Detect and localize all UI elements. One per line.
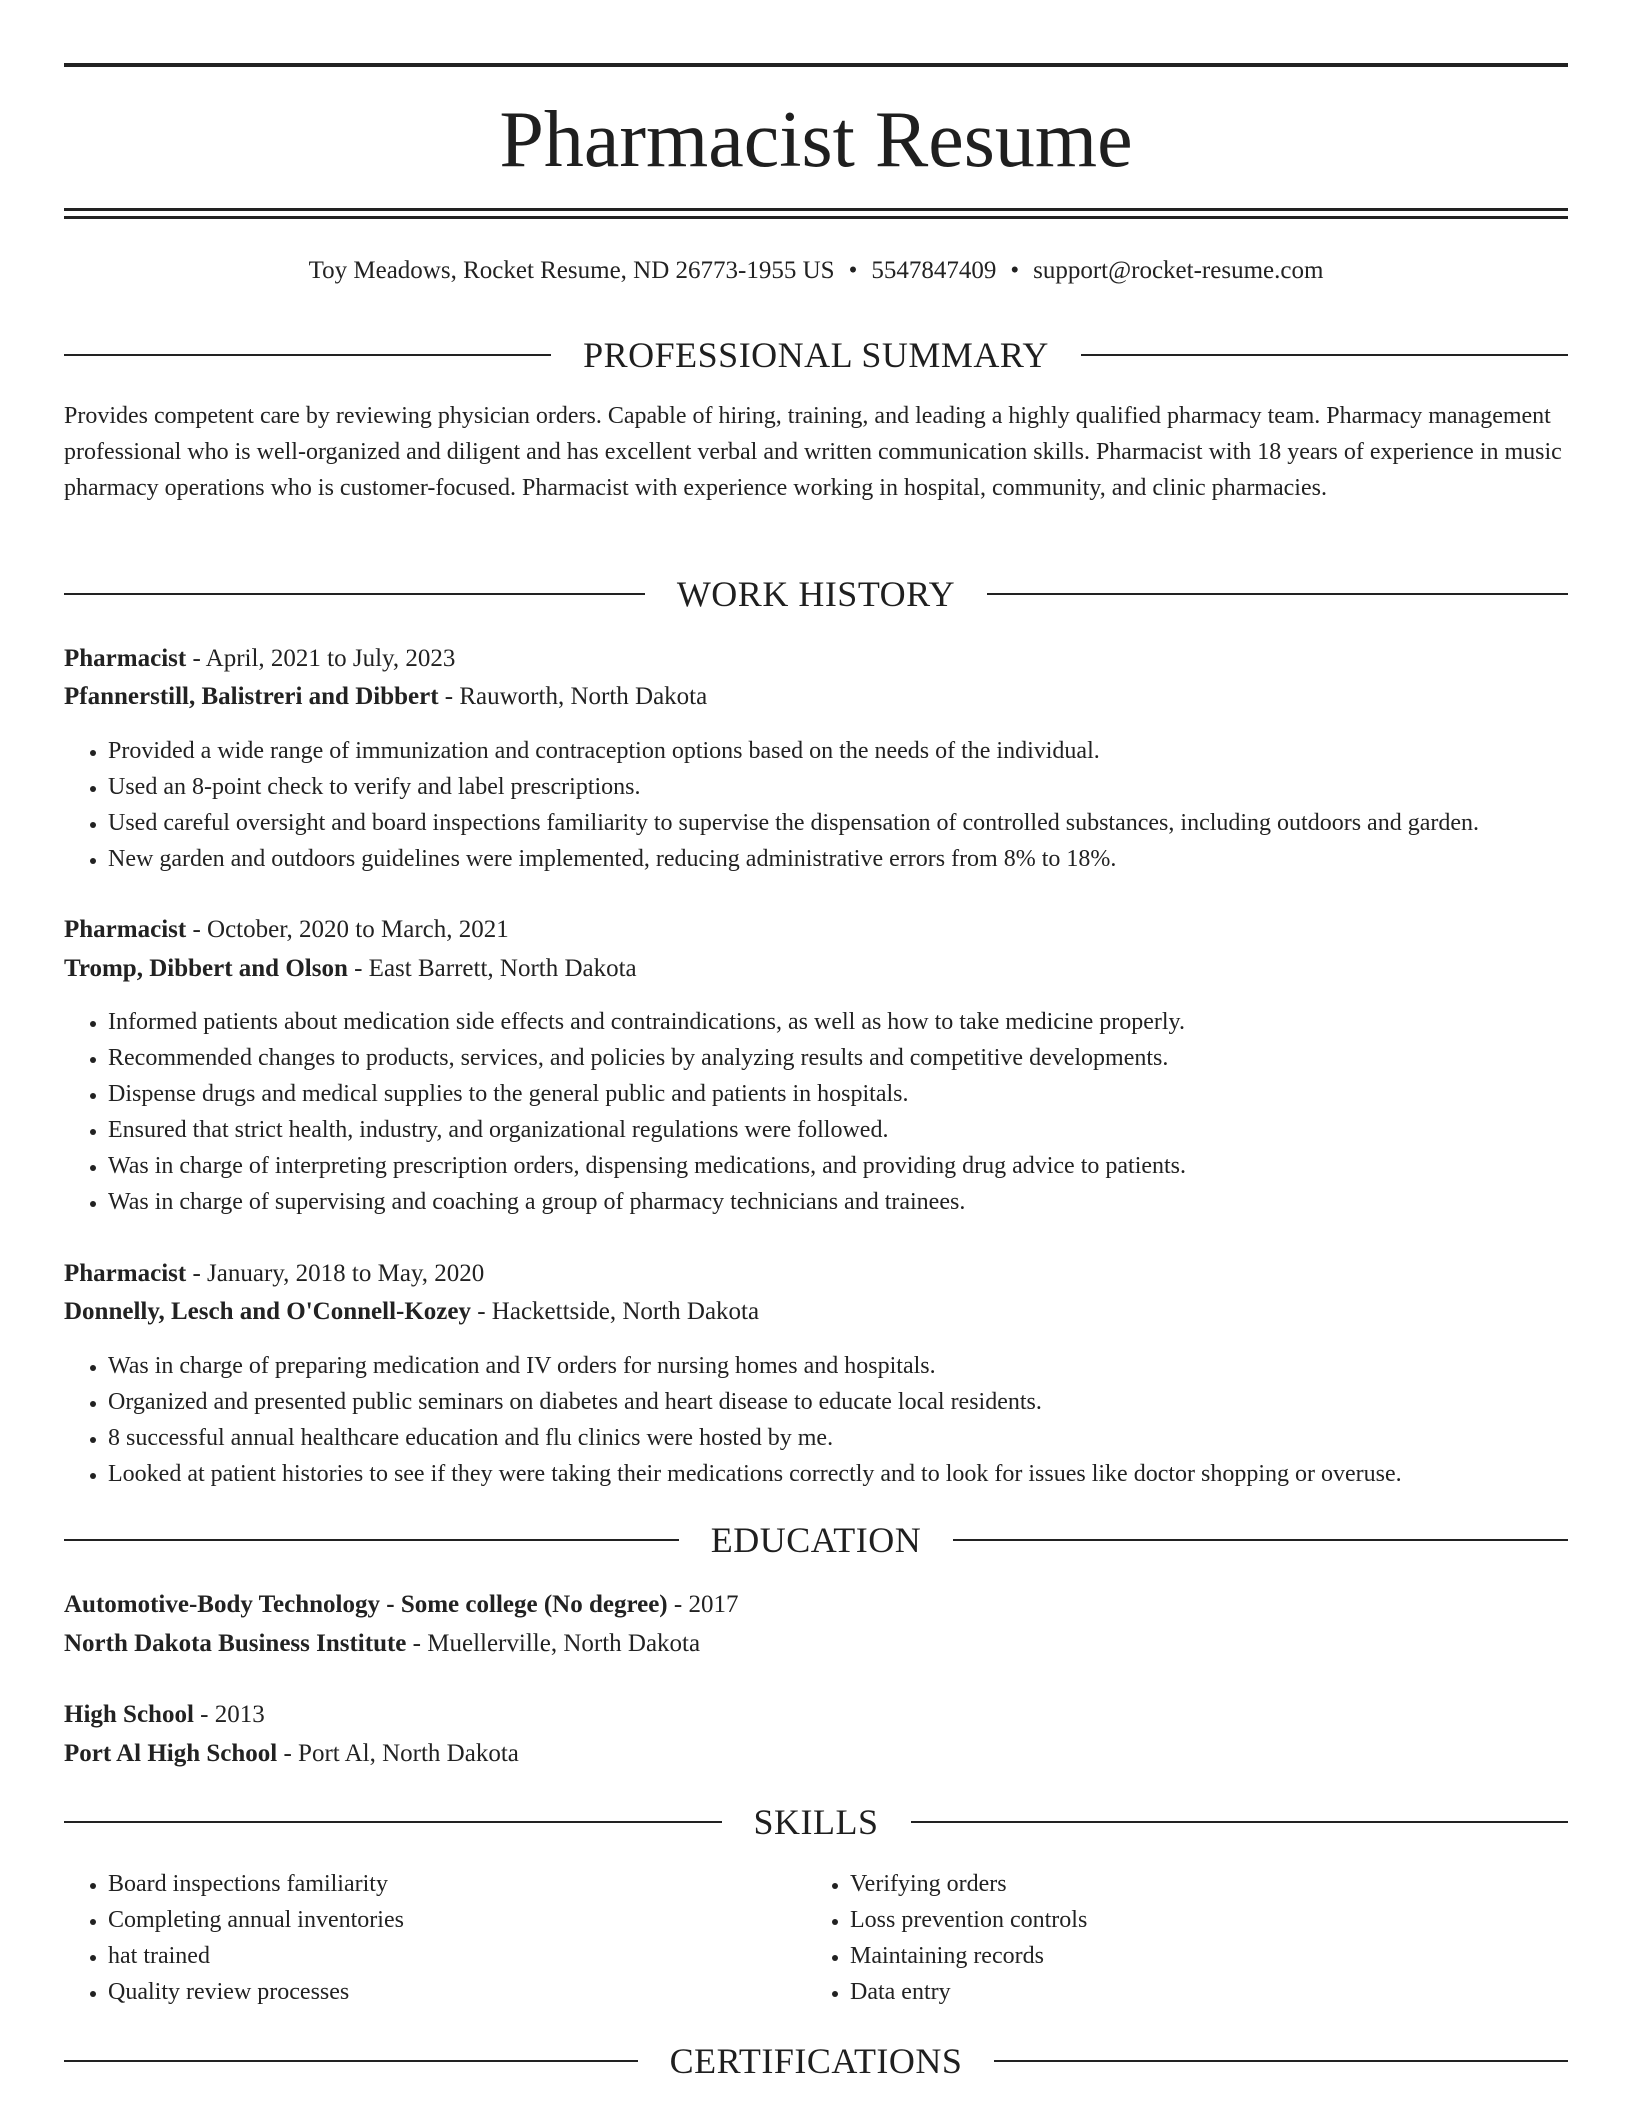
job-title-line: [64, 911, 1568, 949]
section-title: EDUCATION: [710, 1520, 922, 1560]
list-item: • Provided a wide range of immunization and contraception options based on the needs of the individual.: [108, 733, 1612, 769]
skills-list-left: [64, 1866, 808, 2010]
list-item: • 8 successful annual healthcare education and flu clinics were hosted by me.: [108, 1420, 1612, 1456]
education-degree-line: [64, 1586, 1568, 1624]
heading-rule: [64, 354, 551, 356]
heading-rule: [1081, 354, 1568, 356]
section-heading-education: [64, 1518, 1568, 1562]
job-bullets: [64, 1348, 1612, 1492]
section-title: CERTIFICATIONS: [669, 2041, 963, 2081]
job-location: - Hackettside, North Dakota: [470, 1298, 760, 1325]
section-title: SKILLS: [753, 1802, 879, 1842]
education-degree: High School: [64, 1701, 194, 1728]
list-item: • Used an 8-point check to verify and label prescriptions.: [108, 769, 1612, 805]
job-location: - Rauworth, North Dakota: [438, 683, 708, 710]
title-rule-lower: [64, 216, 1568, 219]
contact-email: support@rocket-resume.com: [1033, 257, 1324, 284]
list-item: • Was in charge of preparing medication and IV orders for nursing homes and hospitals.: [108, 1348, 1612, 1384]
list-item: • Completing annual inventories: [108, 1902, 808, 1938]
contact-phone: 5547847409: [871, 257, 997, 284]
job-company: Tromp, Dibbert and Olson: [64, 955, 348, 982]
education-school: Port Al High School: [64, 1740, 278, 1767]
job-company: Pfannerstill, Balistreri and Dibbert: [64, 683, 439, 710]
heading-rule: [911, 1821, 1569, 1823]
list-item: • Looked at patient histories to see if they were taking their medications correctly and to look for issues like doctor shopping or overuse.: [108, 1456, 1612, 1492]
job-dates: - October, 2020 to March, 2021: [186, 916, 509, 943]
job-title-line: [64, 1255, 1568, 1293]
education-school-line: [64, 1735, 1568, 1773]
job-title-line: [64, 640, 1568, 678]
page-title: Pharmacist Resume: [499, 96, 1133, 184]
heading-rule: [994, 2060, 1568, 2062]
job-bullets: [64, 733, 1612, 877]
list-item: • Informed patients about medication side effects and contraindications, as well as how to take medicine properly.: [108, 1004, 1612, 1040]
job-dates: - January, 2018 to May, 2020: [186, 1260, 485, 1287]
job-title: Pharmacist: [64, 645, 187, 672]
heading-rule: [64, 593, 645, 595]
education-location: - Muellerville, North Dakota: [406, 1630, 701, 1657]
list-item: • Organized and presented public seminars on diabetes and heart disease to educate local residents.: [108, 1384, 1612, 1420]
section-title: PROFESSIONAL SUMMARY: [583, 335, 1049, 375]
list-item: • hat trained: [108, 1938, 808, 1974]
list-item: • Data entry: [850, 1974, 1550, 2010]
list-item: • Was in charge of supervising and coaching a group of pharmacy technicians and trainees.: [108, 1184, 1612, 1220]
education-school-line: [64, 1625, 1568, 1663]
education-year: - 2013: [193, 1701, 265, 1728]
heading-rule: [953, 1539, 1568, 1541]
top-rule: [64, 63, 1568, 67]
job-company: Donnelly, Lesch and O'Connell-Kozey: [64, 1298, 471, 1325]
summary-text: Provides competent care by reviewing physician orders. Capable of hiring, training, and leading a highly qualified pharmacy team. Pharmacy management professional who is well-organized and diligent and has excellent verbal and written communication skills. Pharmacist with 18 years of experience in music pharmacy operations who is customer-focused. Pharmacist with experience working in hospital, community, and clinic pharmacies.: [64, 403, 1562, 501]
list-item: • New garden and outdoors guidelines were implemented, reducing administrative errors from 8% to 18%.: [108, 841, 1612, 877]
education-degree-line: [64, 1696, 1568, 1734]
section-title: WORK HISTORY: [676, 574, 956, 614]
contact-separator: •: [1010, 257, 1020, 284]
job-title: Pharmacist: [64, 1260, 187, 1287]
title-rule-upper: [64, 208, 1568, 211]
contact-separator: •: [848, 257, 858, 284]
education-degree: Automotive-Body Technology - Some college (No degree): [64, 1591, 668, 1618]
list-item: • Verifying orders: [850, 1866, 1550, 1902]
job-location: - East Barrett, North Dakota: [347, 955, 637, 982]
heading-rule: [64, 2060, 638, 2062]
list-item: • Board inspections familiarity: [108, 1866, 808, 1902]
section-heading-skills: [64, 1800, 1568, 1844]
education-school: North Dakota Business Institute: [64, 1630, 407, 1657]
list-item: • Was in charge of interpreting prescription orders, dispensing medications, and providing drug advice to patients.: [108, 1148, 1612, 1184]
section-heading-summary: [64, 333, 1568, 377]
job-bullets: [64, 1004, 1612, 1220]
contact-line: [64, 254, 1568, 288]
heading-rule: [64, 1821, 722, 1823]
list-item: • Used careful oversight and board inspections familiarity to supervise the dispensation of controlled substances, including outdoors and garden.: [108, 805, 1612, 841]
list-item: • Quality review processes: [108, 1974, 808, 2010]
list-item: • Maintaining records: [850, 1938, 1550, 1974]
job-company-line: [64, 1293, 1568, 1331]
job-title: Pharmacist: [64, 916, 187, 943]
heading-rule: [987, 593, 1568, 595]
heading-rule: [64, 1539, 679, 1541]
job-dates: - April, 2021 to July, 2023: [186, 645, 456, 672]
list-item: • Recommended changes to products, services, and policies by analyzing results and competitive developments.: [108, 1040, 1612, 1076]
education-location: - Port Al, North Dakota: [277, 1740, 519, 1767]
list-item: • Ensured that strict health, industry, and organizational regulations were followed.: [108, 1112, 1612, 1148]
contact-address: Toy Meadows, Rocket Resume, ND 26773-1955 US: [308, 257, 835, 284]
list-item: • Loss prevention controls: [850, 1902, 1550, 1938]
list-item: • Dispense drugs and medical supplies to the general public and patients in hospitals.: [108, 1076, 1612, 1112]
job-company-line: [64, 678, 1568, 716]
section-heading-certifications: [64, 2039, 1568, 2083]
skills-list-right: [806, 1866, 1550, 2010]
job-company-line: [64, 950, 1568, 988]
education-year: - 2017: [667, 1591, 739, 1618]
section-heading-work-history: [64, 572, 1568, 616]
